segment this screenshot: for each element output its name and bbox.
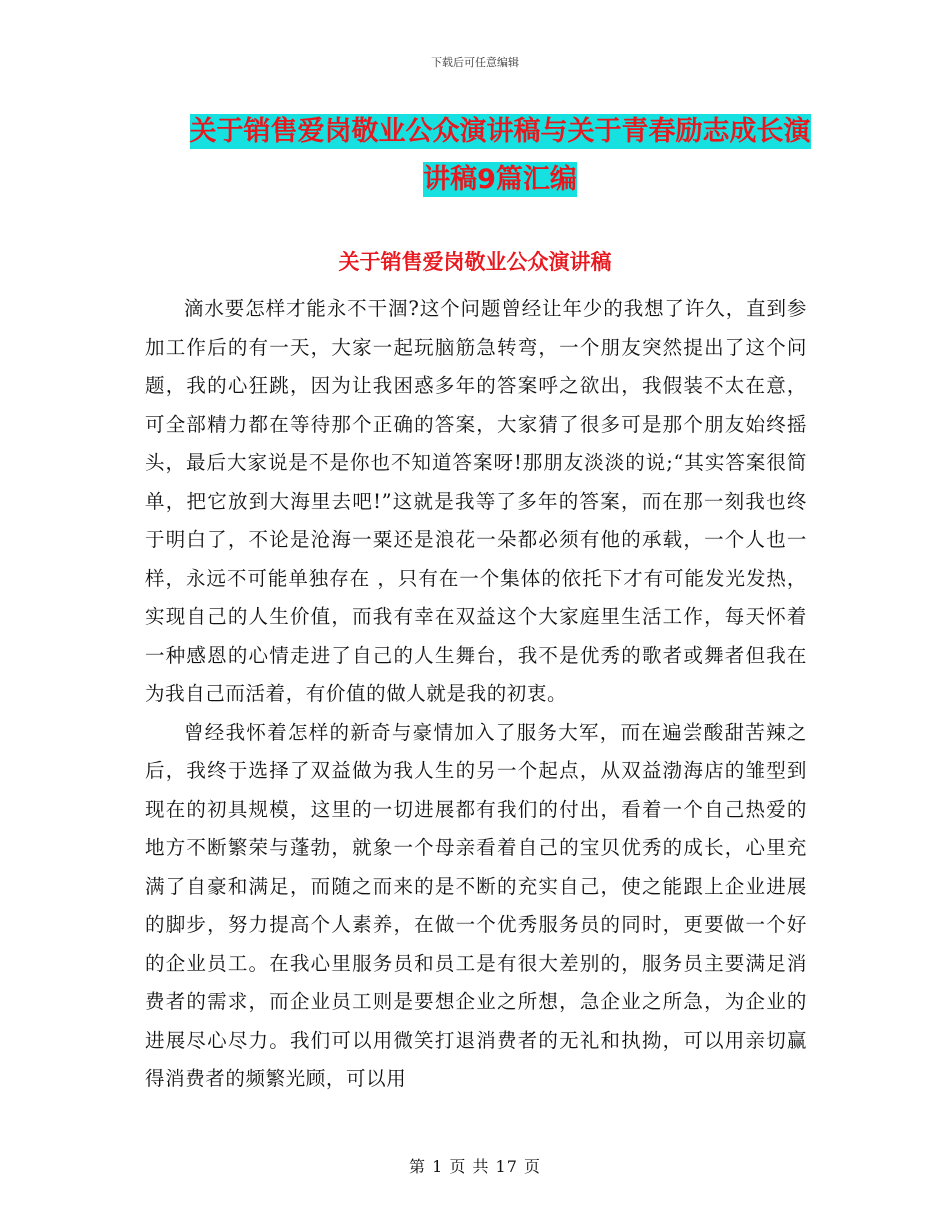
document-title-line-1: 关于销售爱岗敬业公众演讲稿与关于青春励志成长演: [189, 116, 811, 147]
paragraph: 曾经我怀着怎样的新奇与豪情加入了服务大军，而在遍尝酸甜苦辣之后，我终于选择了双益做为我人生的另一个起点，从双益渤海店的雏型到现在的初具规模，这里的一切进展都有我们的付出，看着一个自己热爱的地方不断繁荣与蓬勃，就象一个母亲看着自己的宝贝优秀的成长，心里充满了自豪和满足，而随之而来的是不断的充实自己，使之能跟上企业进展的脚步，努力提高个人素养，在做一个优秀服务员的同时，更要做一个好的企业员工。在我心里服务员和员工是有很大差别的，服务员主要满足消费者的需求，而企业员工则是要想企业之所想，急企业之所急，为企业的进展尽心尽力。我们可以用微笑打退消费者的无礼和执拗，可以用亲切赢得消费者的频繁光顾，可以用: [145, 720, 807, 1090]
section-title: 关于销售爱岗敬业公众演讲稿: [338, 250, 612, 274]
paragraph: 滴水要怎样才能永不干涸?这个问题曾经让年少的我想了许久，直到参加工作后的有一天，大家一起玩脑筋急转弯，一个朋友突然提出了这个问题，我的心狂跳，因为让我困惑多年的答案呼之欲出，我假装不太在意，可全部精力都在等待那个正确的答案，大家猜了很多可是那个朋友始终摇头，最后大家说是不是你也不知道答案呀!那朋友淡淡的说;“其实答案很简单，把它放到大海里去吧!”这就是我等了多年的答案，而在那一刻我也终于明白了，不论是沧海一粟还是浪花一朵都必须有他的承载，一个人也一样，永远不可能单独存在 ，只有在一个集体的依托下才有可能发光发热，实现自己的人生价值，而我有幸在双益这个大家庭里生活工作，每天怀着一种感恩的心情走进了自己的人生舞台，我不是优秀的歌者或舞者但我在为我自己而活着，有价值的做人就是我的初衷。: [145, 297, 807, 705]
document-title: [150, 108, 850, 204]
document-title-line-2: 讲稿9篇汇编: [423, 164, 577, 195]
header-note: 下载后可任意编辑: [431, 56, 519, 69]
body-text: [145, 290, 807, 1099]
page-number: 第 1 页 共 17 页: [409, 1157, 541, 1176]
